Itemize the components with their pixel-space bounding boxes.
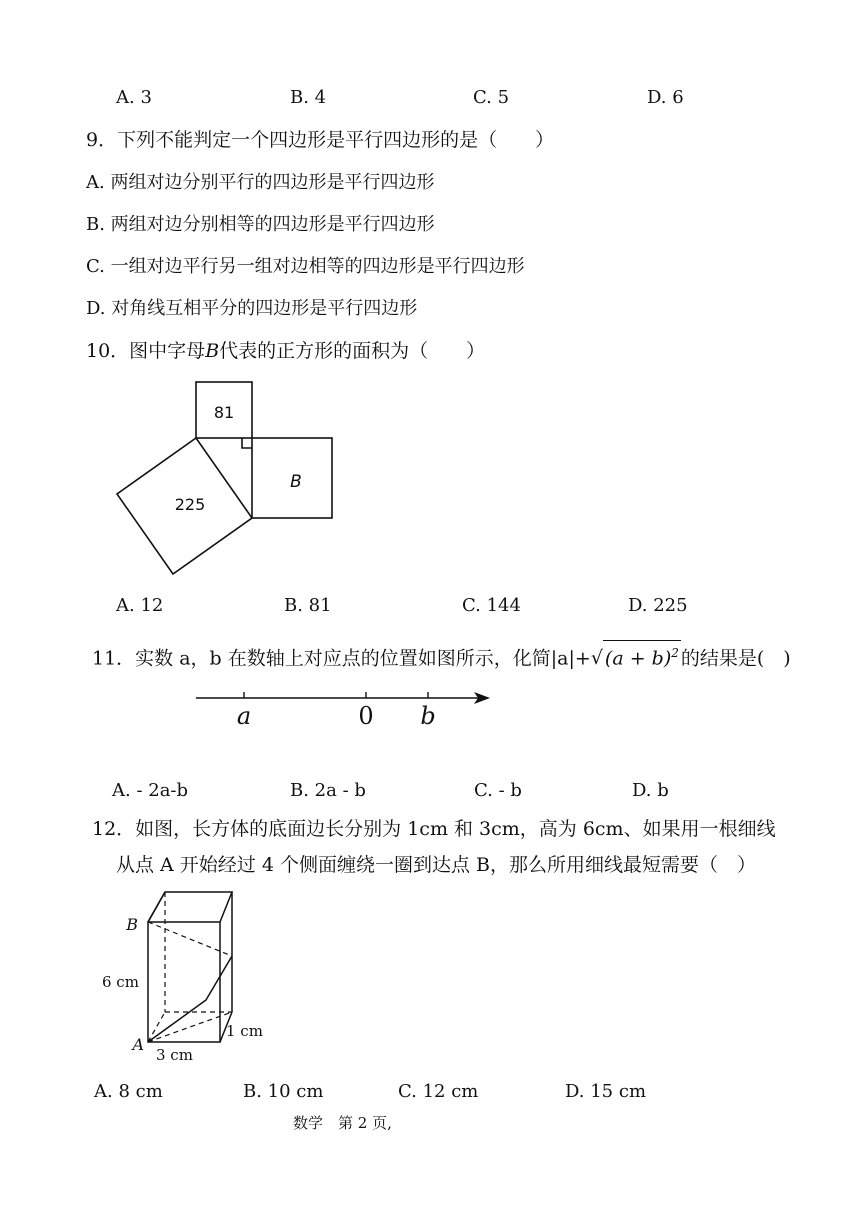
q11-label-a: a [236,702,252,730]
q12-option-a: A. 8 cm [94,1081,163,1102]
q9-option-b: B. 两组对边分别相等的四边形是平行四边形 [86,214,435,235]
q9-option-c: C. 一组对边平行另一组对边相等的四边形是平行四边形 [86,256,525,277]
q10-option-c: C. 144 [462,595,521,616]
q10-stem-var: B [205,340,220,362]
q10-right-angle-mark [242,438,252,448]
q11-stem-suffix: 的结果是( ) [680,647,791,670]
q12-label-A: A [132,1035,144,1054]
q8-option-c: C. 5 [473,87,510,108]
q12-option-b: B. 10 cm [243,1081,324,1102]
q11-option-b: B. 2a - b [290,780,366,801]
q11-number-line [190,682,500,732]
q12-stem-line2: 从点 A 开始经过 4 个侧面缠绕一圈到达点 B，那么所用细线最短需要（ ） [116,854,756,876]
q10-option-a: A. 12 [116,595,164,616]
q12-wrap-path-top [148,892,165,922]
q11-sqrt-expr: (a + b) [604,647,672,670]
q11-label-zero: 0 [358,702,374,730]
q8-option-b: B. 4 [290,87,327,108]
q11-option-a: A. - 2a-b [112,780,189,801]
q11-stem-prefix: 11．实数 a，b 在数轴上对应点的位置如图所示，化简|a|+ [92,647,591,670]
q12-label-height: 6 cm [102,973,139,991]
q11-stem [92,640,791,670]
q8-option-d: D. 6 [647,87,684,108]
q11-sqrt-exp: 2 [671,646,679,660]
q12-cuboid-figure [95,885,280,1065]
q10-stem [86,339,485,363]
q12-stem-line1: 12．如图，长方体的底面边长分别为 1cm 和 3cm，高为 6cm、如果用一根细线 [92,818,776,840]
q10-stem-suffix: 代表的正方形的面积为（ ） [219,340,486,362]
q11-option-c: C. - b [474,780,522,801]
q12-top-face [148,892,232,922]
q12-option-d: D. 15 cm [565,1081,647,1102]
q12-label-width: 3 cm [156,1046,193,1064]
q10-right-square-label: B [290,472,302,492]
q8-option-a: A. 3 [116,87,152,108]
q10-stem-prefix: 10．图中字母 [86,340,206,362]
q11-sqrt [591,640,681,670]
q10-option-d: D. 225 [628,595,688,616]
sqrt-icon: √ [590,647,603,670]
q12-option-c: C. 12 cm [398,1081,479,1102]
q9-stem: 9．下列不能判定一个四边形是平行四边形的是（ ） [86,129,555,151]
q9-option-a: A. 两组对边分别平行的四边形是平行四边形 [86,172,435,193]
q10-big-square-label: 225 [174,495,206,514]
q12-hidden-left-bottom [148,1012,165,1042]
q11-option-d: D. b [632,780,669,801]
q10-squares-figure [100,370,350,580]
q12-label-depth: 1 cm [226,1022,263,1040]
q9-option-d: D. 对角线互相平分的四边形是平行四边形 [86,298,418,319]
q12-label-B: B [126,915,138,934]
page-footer: 数学 第 2 页, [293,1114,392,1132]
q11-sqrt-body [603,640,681,670]
q10-option-b: B. 81 [284,595,332,616]
q10-top-square-label: 81 [213,403,235,422]
q11-label-b: b [420,702,436,730]
